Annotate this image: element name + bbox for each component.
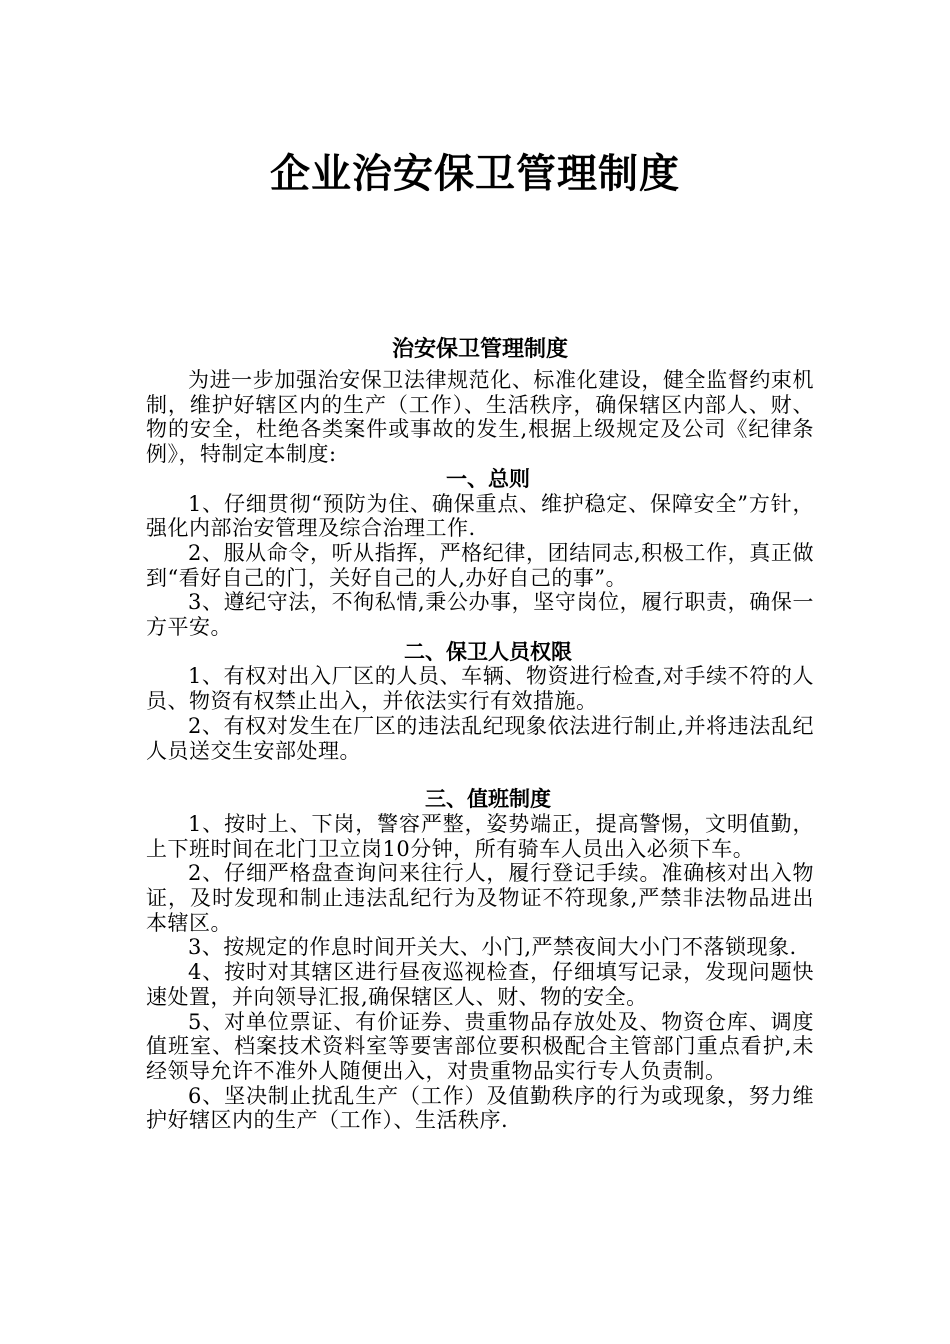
section-heading: 一、总则 xyxy=(446,466,530,491)
section-spacer xyxy=(146,763,814,787)
list-item: 3、按规定的作息时间开关大、小门,严禁夜间大小门不落锁现象. xyxy=(188,935,797,960)
list-item: 4、按时对其辖区进行昼夜巡视检查，仔细填写记录，发现问题快速处置，并向领导汇报,确保辖区人、财、物的安全。 xyxy=(146,960,814,1009)
document-subtitle: 治安保卫管理制度 xyxy=(391,337,568,362)
list-item: 5、对单位票证、有价证券、贵重物品存放处及、物资仓库、调度值班室、档案技术资料室等要害部位要积极配合主管部门重点看护,未经领导允许不准外人随便出入，对贵重物品实行专人负责制。 xyxy=(146,1009,814,1083)
document-title: 企业治安保卫管理制度 xyxy=(270,151,680,197)
list-item: 2、仔细严格盘查询问来往行人，履行登记手续。准确核对出入物证，及时发现和制止违法乱纪行为及物证不符现象,严禁非法物品进出本辖区。 xyxy=(146,861,814,935)
list-item: 2、服从命令，听从指挥，严格纪律，团结同志,积极工作，真正做到“看好自己的门，关好自己的人,办好自己的事”。 xyxy=(146,540,814,590)
list-item: 1、有权对出入厂区的人员、车辆、物资进行检查,对手续不符的人员、物资有权禁止出入，并依法实行有效措施。 xyxy=(146,664,814,714)
list-item: 2、有权对发生在厂区的违法乱纪现象依法进行制止,并将违法乱纪人员送交生安部处理。 xyxy=(146,713,814,763)
intro-paragraph: 为进一步加强治安保卫法律规范化、标准化建设，健全监督约束机制，维护好辖区内的生产（工作）、生活秩序，确保辖区内部人、财、物的安全，杜绝各类案件或事故的发生,根据上级规定及公司《纪律条例》，特制定本制度: xyxy=(146,368,814,467)
section-heading: 二、保卫人员权限 xyxy=(404,639,572,664)
document-body xyxy=(146,336,814,1133)
list-item: 3、遵纪守法，不徇私情,秉公办事，坚守岗位，履行职责，确保一方平安。 xyxy=(146,590,814,640)
section-duty-system xyxy=(146,787,814,1133)
list-item: 6、坚决制止扰乱生产（工作）及值勤秩序的行为或现象，努力维护好辖区内的生产（工作）、生活秩序. xyxy=(146,1083,814,1133)
list-item: 1、仔细贯彻“预防为住、确保重点、维护稳定、保障安全”方针，强化内部治安管理及综合治理工作. xyxy=(146,491,814,541)
section-general xyxy=(146,467,814,640)
section-security-authority xyxy=(146,640,814,764)
section-heading: 三、值班制度 xyxy=(425,787,551,812)
list-item: 1、按时上、下岗，警容严整，姿势端正，提高警惕，文明值勤，上下班时间在北门卫立岗10分钟，所有骑车人员出入必须下车。 xyxy=(146,811,814,861)
